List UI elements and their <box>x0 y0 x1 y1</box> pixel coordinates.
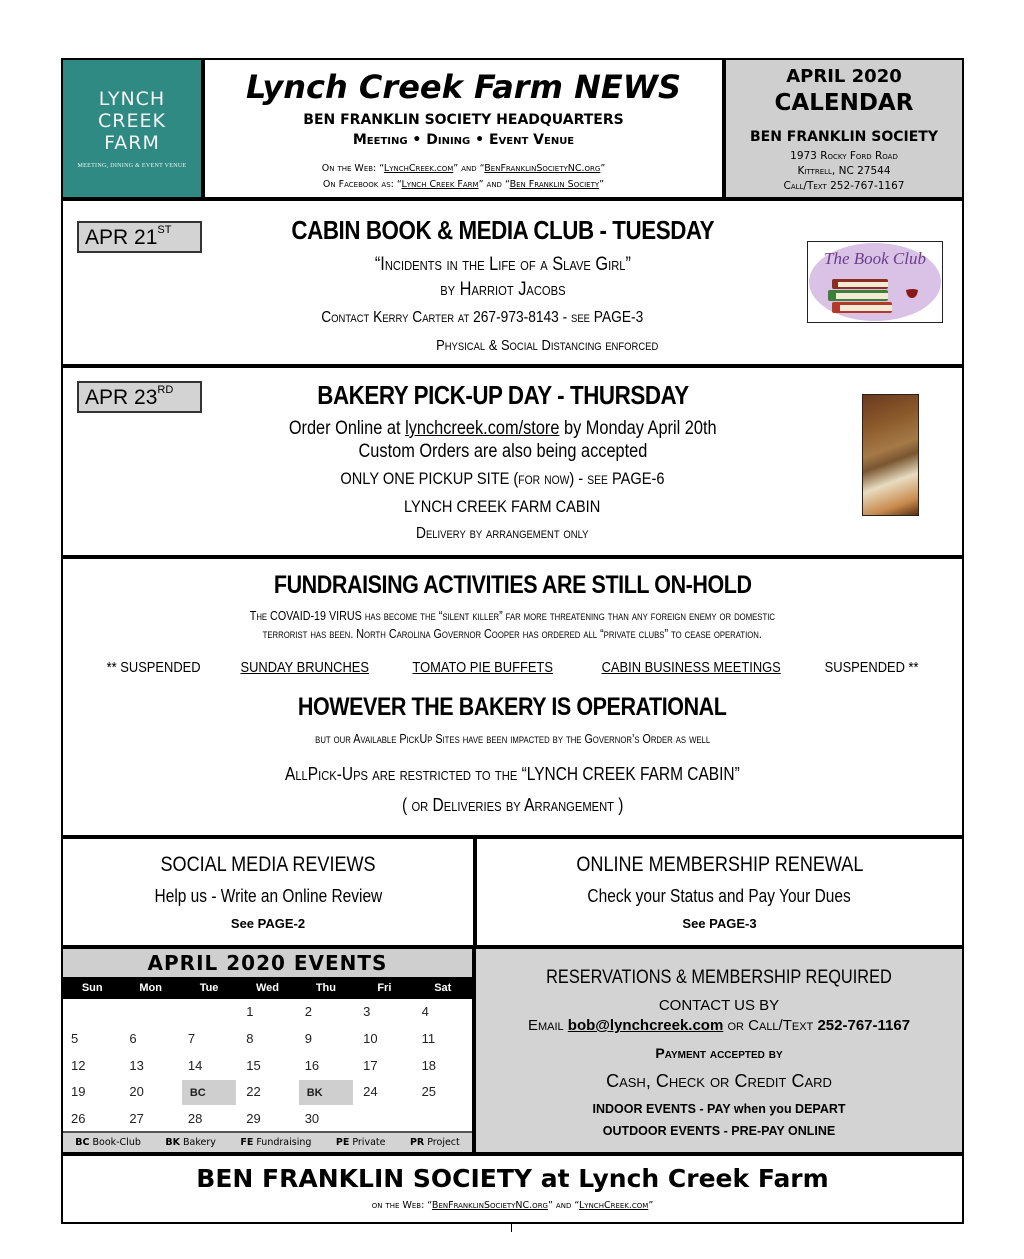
dow-label: Sat <box>434 982 452 994</box>
calendar-day-cell[interactable]: 2 <box>304 1004 312 1019</box>
indoor-events: INDOOR EVENTS - PAY when you DEPART <box>592 1102 846 1116</box>
delivery-text: Delivery by arrangement only <box>416 525 589 542</box>
fundraising-notice <box>61 557 964 837</box>
calendar-day-cell[interactable]: 7 <box>187 1030 196 1046</box>
covid-para-2-text: terrorist has been. North Carolina Governor Cooper has ordered all “private clubs” to cease operation. <box>262 627 763 641</box>
calendar-day-cell[interactable]: BC <box>182 1080 236 1105</box>
outdoor-events: OUTDOOR EVENTS - PRE-PAY ONLINE <box>602 1124 836 1138</box>
suspended-prefix: ** SUSPENDED <box>106 659 201 676</box>
custom-orders <box>153 441 852 463</box>
pickup-site-text: ONLY ONE PICKUP SITE (for now) - see PAGE-6 <box>340 469 665 488</box>
logo-text <box>63 88 201 154</box>
fb-prefix: On Facebook as: “ <box>322 179 402 190</box>
web-mid: ” and “ <box>453 163 485 174</box>
calendar-day-cell[interactable]: 25 <box>421 1084 437 1100</box>
footer-title-rest: at Lynch Creek Farm <box>532 1164 829 1193</box>
date-suffix: ST <box>157 224 172 236</box>
email-link[interactable]: bob@lynchcreek.com <box>567 1017 724 1034</box>
reviews-subtitle-text: Help us - Write an Online Review <box>154 886 382 906</box>
covid-para-2 <box>63 627 962 641</box>
contact-text: Contact Kerry Carter at 267-973-8143 - see PAGE-3 <box>321 309 644 326</box>
reservations-box <box>474 947 964 1154</box>
calendar-day-cell[interactable]: 26 <box>71 1111 86 1127</box>
delivery-line <box>153 525 852 543</box>
distancing-text: Physical & Social Distancing enforced <box>436 337 659 354</box>
order-suffix: by Monday April 20th <box>559 418 717 439</box>
social-media-reviews <box>61 837 475 947</box>
contact-label: CONTACT US BY <box>658 997 780 1014</box>
legend-item <box>410 1133 460 1152</box>
date-suffix: RD <box>157 384 174 396</box>
calendar-day-cell[interactable]: 12 <box>71 1057 86 1073</box>
calendar-day-cell[interactable]: 20 <box>129 1084 144 1100</box>
online-membership-renewal <box>475 837 964 947</box>
calendar-day-cell[interactable]: 22 <box>246 1084 261 1100</box>
distancing-note <box>243 337 852 354</box>
calendar-title: APRIL 2020 EVENTS <box>63 949 472 977</box>
reviews-subtitle <box>63 886 473 907</box>
covid-para-1-text: The COVAID-19 VIRUS has become the “silent killer” far more threatening than any foreign enemy or domestic <box>249 609 776 623</box>
membership-subtitle <box>477 886 962 907</box>
book-title-text: “Incidents in the Life of a Slave Girl” <box>374 254 631 275</box>
dow-label: Tue <box>199 982 219 994</box>
calendar-day-cell[interactable]: 3 <box>363 1004 371 1019</box>
fundraising-heading <box>63 571 962 600</box>
legend-item <box>75 1133 141 1152</box>
membership-title <box>477 853 962 877</box>
newsletter-masthead <box>203 58 724 199</box>
calendar-day-cell <box>355 1106 413 1133</box>
calendar-header-box <box>724 58 964 199</box>
logo-line-1: LYNCH <box>98 88 166 110</box>
calendar-day-cell[interactable]: 13 <box>129 1057 144 1073</box>
facebook-links-line <box>205 179 722 190</box>
address-line-2: Kittrell, NC 27544 <box>797 165 891 177</box>
event-title <box>153 215 852 246</box>
book-club-image <box>807 241 943 323</box>
legend-label: Bakery <box>183 1137 216 1148</box>
calendar-day-cell[interactable]: 19 <box>71 1084 86 1100</box>
calendar-day-cell[interactable]: 30 <box>304 1111 320 1127</box>
legend-code: PR <box>409 1137 425 1148</box>
venue-line: Meeting • Dining • Event Venue <box>352 132 575 148</box>
payment-methods: Cash, Check or Credit Card <box>606 1071 832 1091</box>
legend-label: Fundraising <box>256 1137 312 1148</box>
contact-line <box>153 309 812 327</box>
calendar-label: CALENDAR <box>774 90 914 116</box>
web-links-line <box>205 163 722 174</box>
calendar-day-cell <box>180 999 238 1026</box>
dow-label: Wed <box>255 982 279 994</box>
membership-title-text: ONLINE MEMBERSHIP RENEWAL <box>575 853 863 876</box>
legend-code: BC <box>75 1137 90 1148</box>
phone-number: 252-767-1167 <box>817 1017 911 1034</box>
event-title <box>153 380 852 411</box>
days-of-week-header <box>63 977 472 999</box>
calendar-day-cell[interactable]: 10 <box>363 1030 378 1046</box>
suspended-item: SUNDAY BRUNCHES <box>240 659 369 676</box>
calendar-day-cell[interactable]: 9 <box>304 1030 312 1046</box>
payment-label: Payment accepted by <box>655 1045 783 1061</box>
newsletter-title: Lynch Creek Farm NEWS <box>245 68 682 106</box>
covid-para-1 <box>63 609 962 623</box>
event-bakery-pickup <box>61 366 964 557</box>
footer-web-mid: ” and “ <box>547 1200 579 1211</box>
legend-item <box>165 1133 216 1152</box>
bread-image <box>862 394 919 516</box>
facebook-farm-link[interactable]: Lynch Creek Farm <box>401 179 479 190</box>
fundraising-heading-text: FUNDRAISING ACTIVITIES ARE STILL ON-HOLD <box>273 571 752 599</box>
calendar-day-cell[interactable]: 17 <box>363 1057 378 1073</box>
reviews-page-ref[interactable]: See PAGE-2 <box>230 916 306 931</box>
facebook-society-link[interactable]: Ben Franklin Society <box>509 179 600 190</box>
book-author <box>153 279 852 301</box>
calendar-day-cell[interactable]: 1 <box>246 1004 254 1019</box>
bakery-operational-heading <box>63 693 962 722</box>
footer <box>61 1154 964 1224</box>
legend-label: Private <box>352 1137 386 1148</box>
bakery-operational-text: HOWEVER THE BAKERY IS OPERATIONAL <box>298 693 727 721</box>
calendar-day-cell[interactable]: 15 <box>246 1057 261 1073</box>
restricted-text: AllPick-Ups are restricted to the “LYNCH CREEK FARM CABIN” <box>285 764 740 784</box>
logo-line-3: FARM <box>104 132 160 154</box>
benfranklin-link[interactable]: BenFranklinSocietyNC.org <box>484 163 601 174</box>
calendar-day-cell[interactable]: 4 <box>421 1004 429 1019</box>
legend-label: Book-Club <box>92 1137 141 1148</box>
email-suffix: or Call/Text <box>723 1017 818 1034</box>
order-prefix: Order Online at <box>288 418 405 439</box>
book-club-label: The Book Club <box>824 249 926 268</box>
pickup-impact-text: but our Available PickUp Sites have been impacted by the Governor’s Order as well <box>314 732 711 746</box>
legend-label: Project <box>427 1137 460 1148</box>
calendar-legend <box>63 1131 472 1152</box>
book-club-icon <box>808 242 942 322</box>
custom-orders-text: Custom Orders are also being accepted <box>358 441 647 462</box>
suspended-item: CABIN BUSINESS MEETINGS <box>601 659 781 676</box>
site-name <box>153 497 852 517</box>
legend-item <box>240 1133 311 1152</box>
reviews-title-text: SOCIAL MEDIA REVIEWS <box>160 853 376 876</box>
legend-code: FE <box>240 1137 254 1148</box>
dow-label: Mon <box>139 982 162 994</box>
calendar-day-cell[interactable]: 5 <box>71 1030 79 1046</box>
calendar-day-cell[interactable]: 11 <box>421 1030 436 1046</box>
calendar-day-cell[interactable]: BK <box>299 1080 353 1105</box>
footer-web-prefix: on the Web: “ <box>371 1200 432 1211</box>
web-suffix: ” <box>600 163 606 174</box>
farm-logo <box>61 58 203 199</box>
reviews-title <box>63 853 473 877</box>
membership-page-ref[interactable]: See PAGE-3 <box>682 916 757 931</box>
calendar-day-cell[interactable]: 8 <box>246 1030 254 1046</box>
calendar-day-cell[interactable]: 27 <box>129 1111 144 1127</box>
web-prefix: On the Web: “ <box>321 163 384 174</box>
reservations-title <box>476 967 962 989</box>
restricted-line <box>63 764 962 785</box>
calendar-day-cell[interactable]: 24 <box>363 1084 378 1100</box>
newsletter-subtitle: BEN FRANKLIN SOCIETY HEADQUARTERS <box>303 112 624 128</box>
dow-label: Sun <box>81 982 103 994</box>
date-text: APR 23 <box>85 386 158 409</box>
society-name: BEN FRANKLIN SOCIETY <box>749 129 938 145</box>
order-line <box>153 418 852 440</box>
calendar-day-cell <box>121 999 179 1026</box>
legend-code: PE <box>335 1137 350 1148</box>
deliveries-text: ( or Deliveries by Arrangement ) <box>401 795 624 815</box>
suspended-suffix: SUSPENDED ** <box>824 659 919 676</box>
calendar-grid <box>63 999 472 1133</box>
footer-title-bold: BEN FRANKLIN SOCIETY <box>196 1164 533 1193</box>
calendar-month: APRIL 2020 <box>786 66 902 87</box>
calendar-day-cell[interactable]: 6 <box>129 1030 137 1046</box>
calendar-day-cell[interactable]: 29 <box>246 1111 261 1127</box>
footer-web-suffix: ” <box>648 1200 654 1211</box>
book-author-text: by Harriot Jacobs <box>439 279 566 300</box>
event-book-club <box>61 199 964 366</box>
suspended-list <box>63 659 962 676</box>
calendar-day-cell[interactable]: 28 <box>187 1111 203 1127</box>
lynchcreek-link[interactable]: LynchCreek.com <box>383 163 454 174</box>
logo-line-2: CREEK <box>98 110 166 132</box>
site-name-text: LYNCH CREEK FARM CABIN <box>404 497 601 516</box>
calendar-day-cell[interactable]: 16 <box>304 1057 320 1073</box>
calendar-day-cell <box>414 1106 472 1133</box>
deliveries-line <box>63 795 962 816</box>
legend-item <box>336 1133 386 1152</box>
suspended-item: TOMATO PIE BUFFETS <box>412 659 554 676</box>
legend-code: BK <box>165 1137 180 1148</box>
page-marker <box>511 1222 512 1232</box>
email-phone-line <box>476 1017 962 1034</box>
footer-lynchcreek-link[interactable]: LynchCreek.com <box>579 1200 649 1211</box>
event-title-text: CABIN BOOK & MEDIA CLUB - TUESDAY <box>291 215 714 245</box>
calendar-day-cell <box>63 999 121 1026</box>
phone-line: Call/Text 252-767-1167 <box>783 180 905 192</box>
fb-suffix: ” <box>599 179 605 190</box>
address-line-1: 1973 Rocky Ford Road <box>790 150 898 162</box>
reservations-title-text: RESERVATIONS & MEMBERSHIP REQUIRED <box>546 967 892 988</box>
email-prefix: Email <box>527 1017 568 1034</box>
footer-benfranklin-link[interactable]: BenFranklinSocietyNC.org <box>431 1200 548 1211</box>
footer-title <box>63 1164 962 1193</box>
dow-label: Thu <box>315 982 336 994</box>
fb-mid: ” and “ <box>478 179 510 190</box>
calendar-day-cell[interactable]: 14 <box>187 1057 203 1073</box>
calendar-day-cell[interactable]: 18 <box>421 1057 437 1073</box>
date-text: APR 21 <box>85 226 158 249</box>
dow-label: Fri <box>377 982 392 994</box>
footer-web-line <box>63 1200 962 1211</box>
pickup-impact-line <box>63 732 962 746</box>
april-events-calendar <box>61 947 474 1154</box>
store-link[interactable]: lynchcreek.com/store <box>404 418 560 439</box>
pickup-site-line <box>153 469 852 489</box>
book-title <box>153 254 852 276</box>
logo-tagline: MEETING, DINING & EVENT VENUE <box>77 163 187 169</box>
event-title-text: BAKERY PICK-UP DAY - THURSDAY <box>316 380 689 410</box>
membership-subtitle-text: Check your Status and Pay Your Dues <box>587 886 852 906</box>
